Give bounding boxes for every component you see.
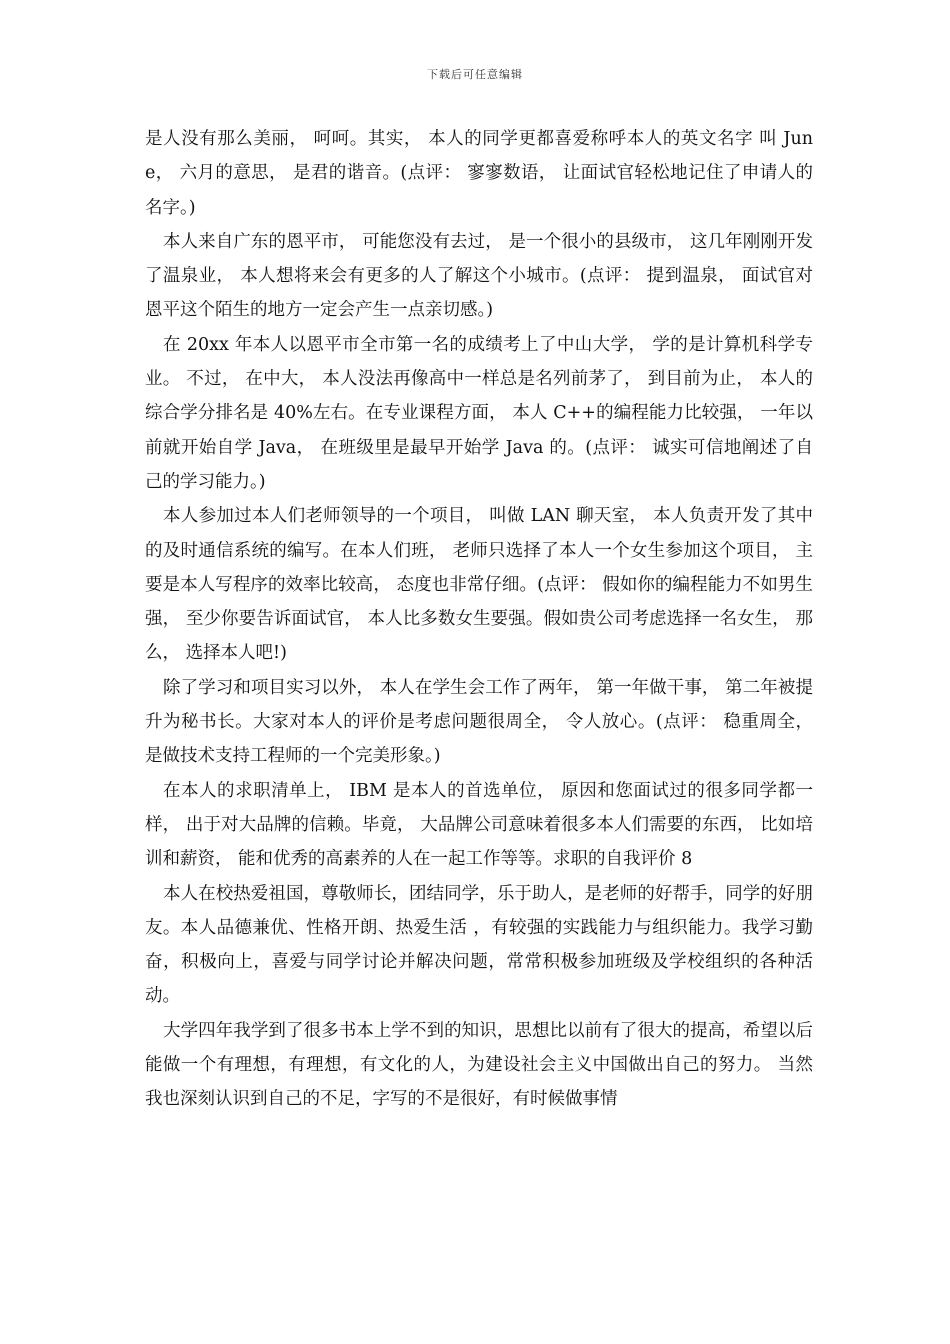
paragraph-5: 除了学习和项目实习以外， 本人在学生会工作了两年， 第一年做干事， 第二年被提升为秘书长。大家对本人的评价是考虑问题很周全， 令人放心。(点评： 稳重周全， 是做技术支持工程师的一个完美形象。) [145, 677, 813, 767]
paragraph-3: 在 20xx 年本人以恩平市全市第一名的成绩考上了中山大学， 学的是计算机科学专业。 不过， 在中大， 本人没法再像高中一样总是名列前茅了， 到目前为止， 本人的综合学分排名是 40%左右。在专业课程方面， 本人 C++的编程能力比较强， 一年以前就开始自学 Java， 在班级里是最早开始学 Java 的。(点评： 诚实可信地阐述了自己的学习能力。) [145, 334, 813, 492]
page-header: 下载后可任意编辑 [427, 68, 523, 81]
paragraph-8: 大学四年我学到了很多书本上学不到的知识，思想比以前有了很大的提高，希望以后能做一个有理想，有理想，有文化的人，为建设社会主义中国做出自己的努力。 当然我也深刻认识到自己的不足，字写的不是很好，有时候做事情 [145, 1020, 813, 1110]
paragraph-7: 本人在校热爱祖国，尊敬师长，团结同学，乐于助人，是老师的好帮手，同学的好朋友。本人品德兼优、性格开朗、热爱生活 ，有较强的实践能力与组织能力。我学习勤奋，积极向上，喜爱与同学讨论并解决问题，常常积极参加班级及学校组织的各种活动。 [145, 883, 813, 1007]
paragraph-2: 本人来自广东的恩平市， 可能您没有去过， 是一个很小的县级市， 这几年刚刚开发了温泉业， 本人想将来会有更多的人了解这个小城市。(点评： 提到温泉， 面试官对恩平这个陌生的地方一定会产生一点亲切感。) [145, 231, 813, 321]
paragraph-6: 在本人的求职清单上， IBM 是本人的首选单位， 原因和您面试过的很多同学都一样， 出于对大品牌的信赖。毕竟， 大品牌公司意味着很多本人们需要的东西， 比如培训和薪资， 能和优秀的高素养的人在一起工作等等。求职的自我评价 8 [145, 780, 813, 870]
document-body [145, 122, 813, 1117]
paragraph-1: 是人没有那么美丽， 呵呵。其实， 本人的同学更都喜爱称呼本人的英文名字 叫 June， 六月的意思， 是君的谐音。(点评： 寥寥数语， 让面试官轻松地记住了申请人的名字。) [145, 129, 813, 218]
paragraph-4: 本人参加过本人们老师领导的一个项目， 叫做 LAN 聊天室， 本人负责开发了其中的及时通信系统的编写。在本人们班， 老师只选择了本人一个女生参加这个项目， 主要是本人写程序的效率比较高， 态度也非常仔细。(点评： 假如你的编程能力不如男生强， 至少你要告诉面试官， 本人比多数女生要强。假如贵公司考虑选择一名女生， 那么， 选择本人吧!) [145, 506, 813, 664]
